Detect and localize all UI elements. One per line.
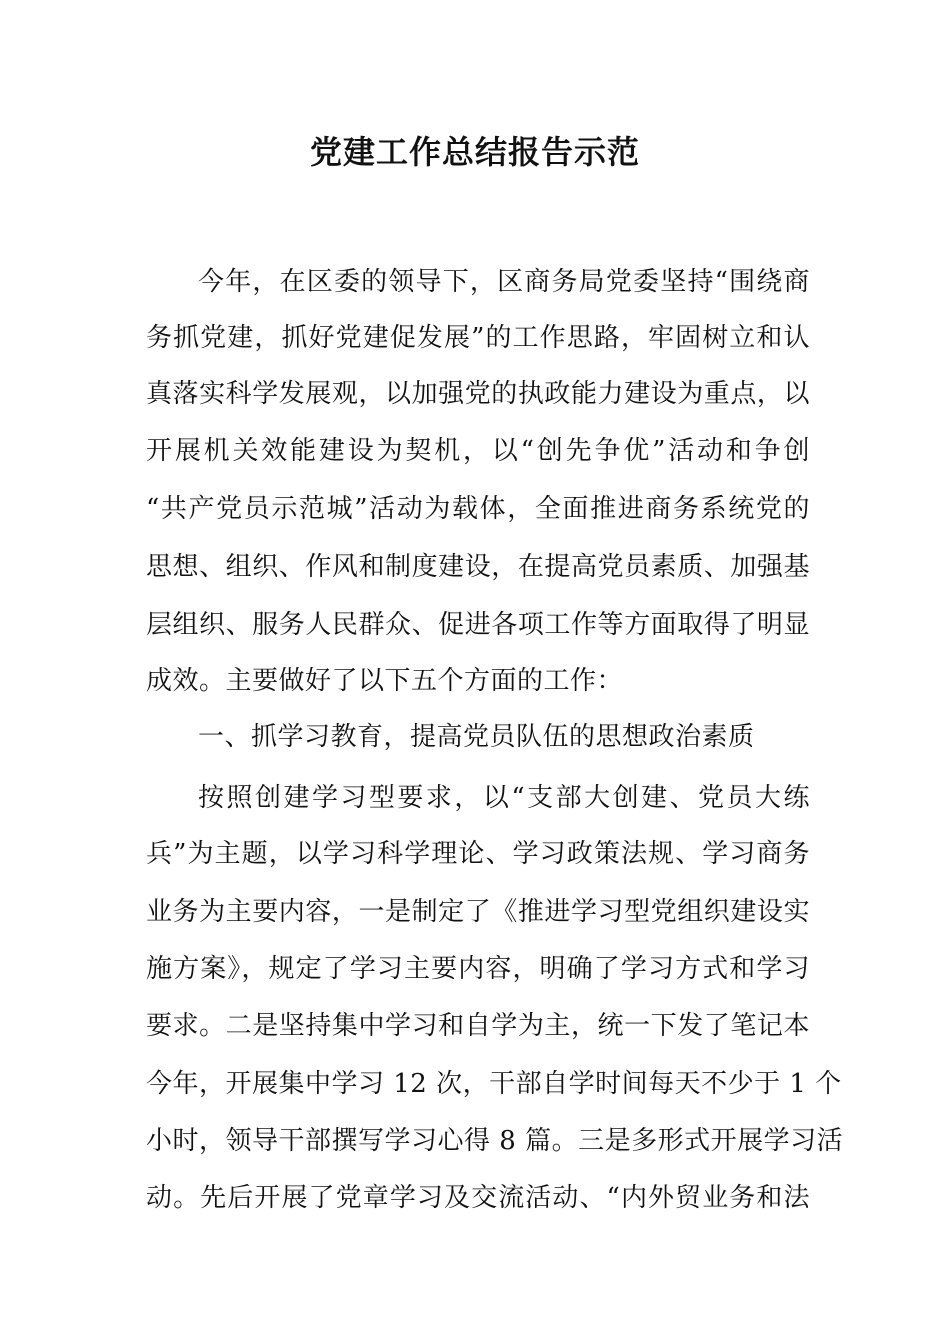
intro-line: “共产党员示范城”活动为载体，全面推进商务系统党的 [146,494,810,524]
section-line: 小时，领导干部撰写学习心得 8 篇。三是多形式开展学习活 [146,1126,844,1156]
intro-line: 成效。主要做好了以下五个方面的工作： [146,666,624,696]
section-line: 施方案》，规定了学习主要内容，明确了学习方式和学习 [146,954,810,984]
section-heading: 一、抓学习教育，提高党员队伍的思想政治素质 [198,722,755,752]
intro-line: 思想、组织、作风和制度建设，在提高党员素质、加强基 [146,552,810,582]
intro-line: 开展机关效能建设为契机，以“创先争优”活动和争创 [146,436,810,466]
intro-line: 今年，在区委的领导下，区商务局党委坚持“围绕商 [198,267,810,297]
section-line: 要求。二是坚持集中学习和自学为主，统一下发了笔记本 [146,1011,810,1041]
section-line: 今年，开展集中学习 12 次，干部自学时间每天不少于 1 个 [146,1069,842,1099]
document-title: 党建工作总结报告示范 [309,133,640,171]
section-line: 兵”为主题，以学习科学理论、学习政策法规、学习商务 [146,839,810,869]
intro-line: 层组织、服务人民群众、促进各项工作等方面取得了明显 [146,610,810,640]
intro-line: 真落实科学发展观，以加强党的执政能力建设为重点，以 [146,379,810,409]
section-line: 按照创建学习型要求，以“支部大创建、党员大练 [198,783,810,813]
section-line: 业务为主要内容，一是制定了《推进学习型党组织建设实 [146,897,810,927]
intro-line: 务抓党建，抓好党建促发展”的工作思路，牢固树立和认 [146,323,810,353]
section-line: 动。先后开展了党章学习及交流活动、“内外贸业务和法 [146,1183,810,1213]
